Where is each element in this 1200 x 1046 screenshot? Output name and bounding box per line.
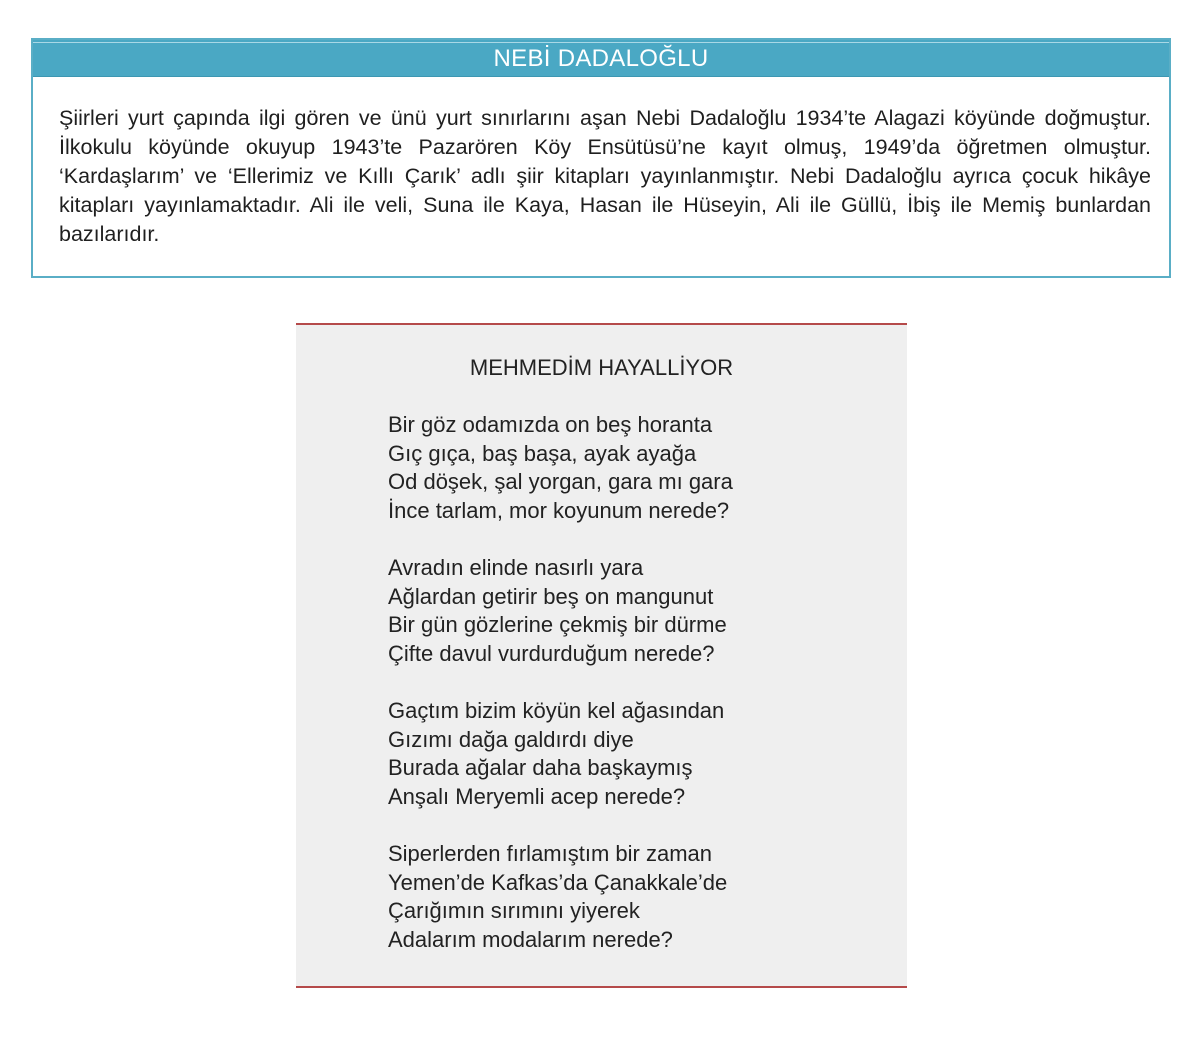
poem-line: Avradın elinde nasırlı yara — [388, 555, 644, 580]
biography-text: Şiirleri yurt çapında ilgi gören ve ünü yurt sınırlarını aşan Nebi Dadaloğlu 1934’te Alagazi köyünde doğmuştur. İlkokulu köyünde okuyup 1943’te Pazarören Köy Ensütüsü’ne kayıt olmuş, 1949’da öğretmen olmuştur. ‘Kardaşlarım’ ve ‘Ellerimiz ve Kıllı Çarık’ adlı şiir kitapları yayınlanmıştır. Nebi Dadaloğlu ayrıca çocuk hikâye kitapları yayınlamaktadır. Ali ile veli, Suna ile Kaya, Hasan ile Hüseyin, Ali ile Güllü, İbiş ile Memiş bunlardan bazılarıdır. — [59, 106, 1151, 246]
poem-title: MEHMEDİM HAYALLİYOR — [469, 355, 734, 380]
poem-line: İnce tarlam, mor koyunum nerede? — [388, 497, 730, 523]
biography-header — [33, 40, 1169, 77]
poem-stanza-2 — [388, 554, 888, 668]
poem-line: Burada ağalar daha başkaymış — [388, 755, 693, 780]
poem-line: Çarığımın sırımını yiyerek — [388, 898, 640, 923]
poem-line: Gaçtım bizim köyün kel ağasından — [388, 698, 725, 723]
poem-stanza-3 — [388, 697, 888, 811]
poem-stanza-1 — [388, 411, 888, 525]
poem-line: Gızımı dağa galdırdı diye — [388, 726, 634, 752]
poem-line: Gıç gıça, baş başa, ayak ayağa — [388, 440, 697, 466]
poem-line: Bir gün gözlerine çekmiş bir dürme — [388, 612, 727, 637]
poem-line: Od döşek, şal yorgan, gara mı gara — [388, 469, 733, 494]
poem-line: Yemen’de Kafkas’da Çanakkale’de — [388, 869, 728, 895]
poem-top-rule — [296, 323, 907, 325]
poem-line: Bir göz odamızda on beş horanta — [388, 412, 713, 437]
poem-stanza-4 — [388, 840, 888, 954]
poem-panel — [296, 323, 907, 988]
biography-box — [31, 38, 1171, 278]
biography-title: NEBİ DADALOĞLU — [493, 45, 709, 72]
poem-line: Anşalı Meryemli acep nerede? — [388, 783, 686, 809]
poem-line: Ağlardan getirir beş on mangunut — [388, 583, 714, 609]
poem-line: Adalarım modalarım nerede? — [388, 926, 673, 952]
poem-line: Siperlerden fırlamıştım bir zaman — [388, 841, 712, 866]
poem-line: Çifte davul vurdurduğum nerede? — [388, 640, 715, 666]
poem-bottom-rule — [296, 986, 907, 988]
